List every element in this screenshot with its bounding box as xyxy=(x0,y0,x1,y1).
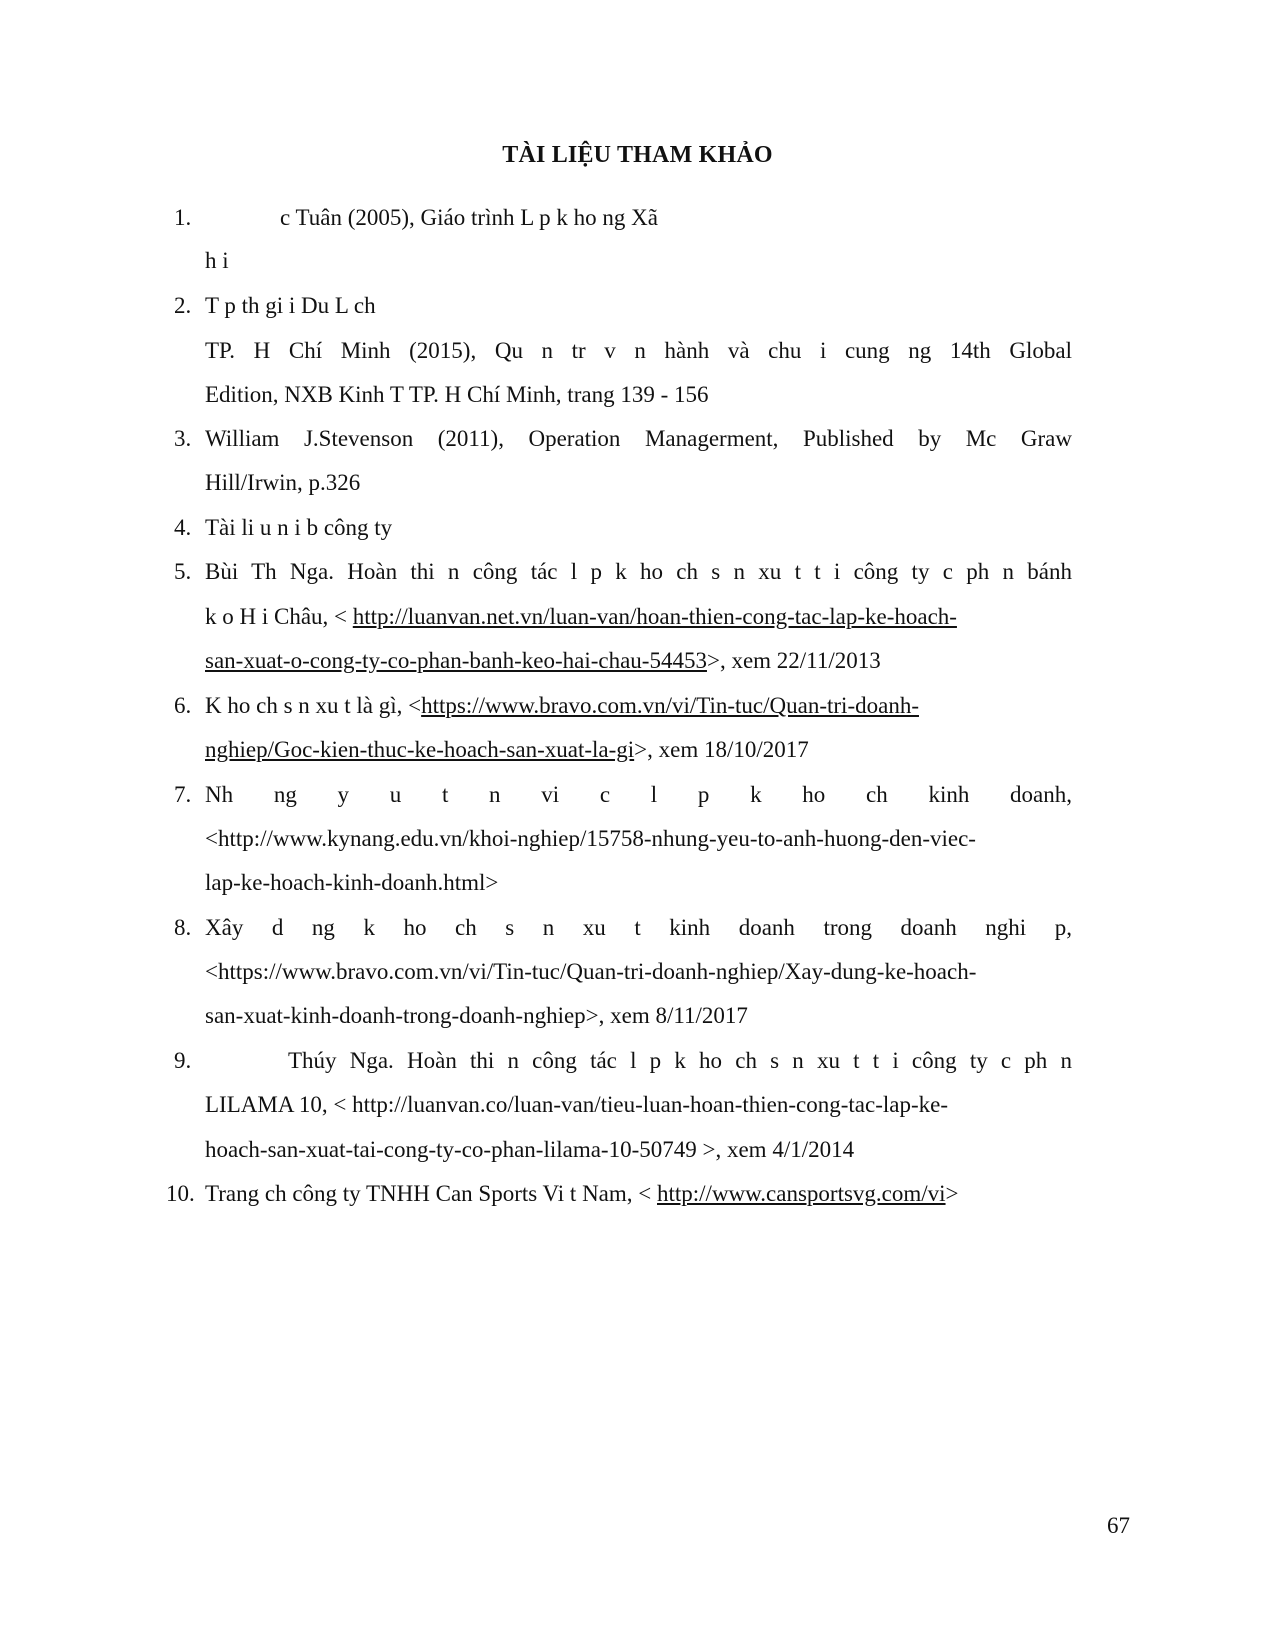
reference-number: 1. xyxy=(174,205,192,230)
reference-10-link[interactable]: http://www.cansportsvg.com/vi xyxy=(657,1181,946,1206)
reference-7-line-2: <http://www.kynang.edu.vn/khoi-nghiep/15758-nhung-yeu-to-anh-huong-den-viec- xyxy=(205,826,976,851)
reference-10-line-1: Trang ch công ty TNHH Can Sports Vi t Nam, < http://www.cansportsvg.com/vi> xyxy=(205,1181,959,1206)
reference-number: 2. xyxy=(174,293,192,318)
reference-9-line-3: hoach-san-xuat-tai-cong-ty-co-phan-lilama-10-50749 >, xem 4/1/2014 xyxy=(205,1137,855,1162)
reference-8-line-1: Xây d ng k ho ch s n xu t kinh doanh trong doanh nghi p, xyxy=(205,915,1072,940)
reference-2-line-3: Edition, NXB Kinh T TP. H Chí Minh, trang 139 - 156 xyxy=(205,382,709,407)
reference-5-line-3: san-xuat-o-cong-ty-co-phan-banh-keo-hai-chau-54453>, xem 22/11/2013 xyxy=(205,648,881,673)
reference-number: 8. xyxy=(174,915,192,940)
reference-2-line-2: TP. H Chí Minh (2015), Qu n tr v n hành và chu i cung ng 14th Global xyxy=(205,338,1072,363)
reference-9-line-1: Thúy Nga. Hoàn thi n công tác l p k ho ch s n xu t t i công ty c ph n xyxy=(288,1048,1072,1073)
reference-2-line-1: T p th gi i Du L ch xyxy=(205,293,376,318)
reference-4-line-1: Tài li u n i b công ty xyxy=(205,515,393,540)
reference-number: 9. xyxy=(174,1048,192,1073)
page-title: TÀI LIỆU THAM KHẢO xyxy=(502,142,773,168)
reference-7-line-1: Nh ng y u t n vi c l p k ho ch kinh doanh, xyxy=(205,782,1072,807)
reference-8-line-2: <https://www.bravo.com.vn/vi/Tin-tuc/Quan-tri-doanh-nghiep/Xay-dung-ke-hoach- xyxy=(205,959,977,984)
reference-3-line-2: Hill/Irwin, p.326 xyxy=(205,470,361,495)
reference-5-line-1: Bùi Th Nga. Hoàn thi n công tác l p k ho ch s n xu t t i công ty c ph n bánh xyxy=(205,559,1072,584)
reference-3-line-1: William J.Stevenson (2011), Operation Managerment, Published by Mc Graw xyxy=(205,426,1072,451)
reference-5-line-2: k o H i Châu, < http://luanvan.net.vn/luan-van/hoan-thien-cong-tac-lap-ke-hoach- xyxy=(205,604,957,629)
page-number: 67 xyxy=(1107,1513,1130,1538)
reference-8-line-3: san-xuat-kinh-doanh-trong-doanh-nghiep>, xem 8/11/2017 xyxy=(205,1003,748,1028)
reference-5-link[interactable]: http://luanvan.net.vn/luan-van/hoan-thien-cong-tac-lap-ke-hoach- xyxy=(352,604,957,629)
reference-6-line-1: K ho ch s n xu t là gì, <https://www.bravo.com.vn/vi/Tin-tuc/Quan-tri-doanh- xyxy=(205,693,919,718)
reference-6-line-2: nghiep/Goc-kien-thuc-ke-hoach-san-xuat-la-gi>, xem 18/10/2017 xyxy=(205,737,809,762)
reference-number: 6. xyxy=(174,693,192,718)
reference-1-line-2: h i xyxy=(205,248,229,273)
reference-5-link-continued[interactable]: san-xuat-o-cong-ty-co-phan-banh-keo-hai-chau-54453 xyxy=(205,648,707,673)
reference-number: 7. xyxy=(174,782,192,807)
reference-9-line-2: LILAMA 10, < http://luanvan.co/luan-van/tieu-luan-hoan-thien-cong-tac-lap-ke- xyxy=(205,1092,948,1117)
reference-6-link-continued[interactable]: nghiep/Goc-kien-thuc-ke-hoach-san-xuat-la-gi xyxy=(205,737,635,762)
reference-1-line-1: c Tuân (2005), Giáo trình L p k ho ng Xã xyxy=(280,205,658,230)
reference-7-line-3: lap-ke-hoach-kinh-doanh.html> xyxy=(205,870,499,895)
reference-6-link[interactable]: https://www.bravo.com.vn/vi/Tin-tuc/Quan-tri-doanh- xyxy=(421,693,919,718)
reference-number: 10. xyxy=(166,1181,195,1206)
reference-number: 3. xyxy=(174,426,192,451)
reference-number: 4. xyxy=(174,515,192,540)
reference-number: 5. xyxy=(174,559,192,584)
